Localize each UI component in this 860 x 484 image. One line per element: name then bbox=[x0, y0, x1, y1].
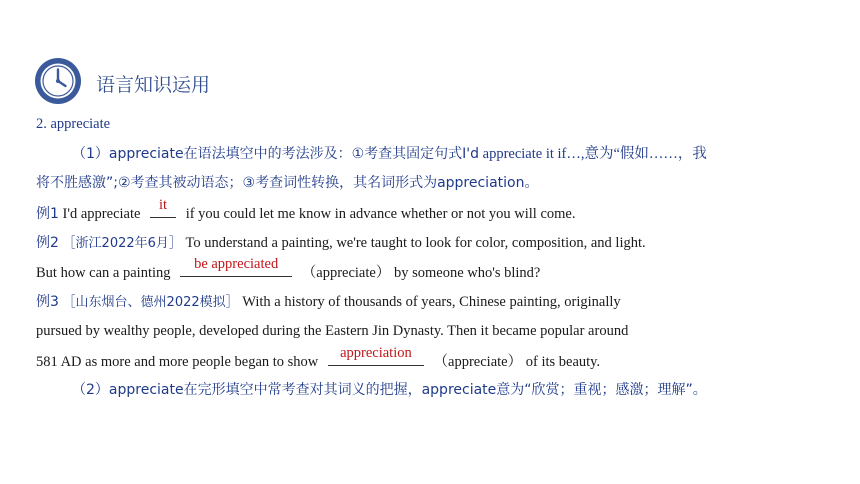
example-1 bbox=[36, 197, 576, 224]
example-2-source: ［浙江2022年6月］ bbox=[62, 236, 182, 251]
answer-2: be appreciated bbox=[194, 256, 279, 272]
example-3-label: 例3 bbox=[36, 294, 59, 310]
paragraph-1-open: （1）appreciate在语法填空中的考法涉及：①考查其固定句式I'd bbox=[72, 146, 480, 162]
example-2-line-1 bbox=[36, 233, 646, 254]
example-1-before: I'd appreciate bbox=[62, 206, 141, 222]
paragraph-1-rest: appreciate it if…,意为“假如……，我 bbox=[482, 146, 707, 162]
answer-blank-3 bbox=[328, 345, 424, 366]
item-number: 2. bbox=[36, 116, 47, 132]
paragraph-1-text: 将不胜感激”;②考查其被动语态；③考查词性转换，其名词形式为appreciation。 bbox=[36, 175, 539, 191]
answer-1: it bbox=[159, 197, 168, 213]
example-2-label: 例2 bbox=[36, 235, 59, 251]
paragraph-2-text: （2）appreciate在完形填空中常考查对其词义的把握，appreciate意为“欣赏；重视；感激；理解”。 bbox=[72, 382, 707, 398]
example-2-hint: （appreciate） bbox=[301, 265, 391, 281]
section-title: 语言知识运用 bbox=[96, 74, 211, 96]
paragraph-1-line-1 bbox=[72, 144, 707, 164]
paragraph-2 bbox=[72, 380, 707, 400]
example-1-label: 例1 bbox=[36, 206, 59, 222]
item-heading bbox=[36, 114, 110, 134]
answer-blank-2 bbox=[180, 256, 292, 277]
clock-icon bbox=[34, 57, 82, 105]
example-3-source: ［山东烟台、德州2022模拟］ bbox=[62, 295, 239, 310]
example-3-after: of its beauty. bbox=[525, 354, 601, 370]
example-1-after: if you could let me know in advance whether or not you will come. bbox=[185, 206, 576, 222]
answer-3: appreciation bbox=[340, 345, 412, 361]
answer-blank-1 bbox=[150, 197, 176, 218]
item-word: appreciate bbox=[50, 116, 111, 132]
example-3-hint: （appreciate） bbox=[433, 354, 523, 370]
example-3-line-1 bbox=[36, 292, 621, 313]
example-2-text: To understand a painting, we're taught to look for color, composition, and light. bbox=[185, 235, 646, 251]
example-3-text-2: pursued by wealthy people, developed during the Eastern Jin Dynasty. Then it became popular around bbox=[36, 323, 629, 339]
example-3-line-3 bbox=[36, 345, 601, 372]
example-2-line-2 bbox=[36, 256, 541, 283]
example-3-text-1: With a history of thousands of years, Chinese painting, originally bbox=[242, 294, 621, 310]
example-3-before: 581 AD as more and more people began to show bbox=[36, 354, 319, 370]
example-3-line-2 bbox=[36, 321, 628, 341]
example-2-before: But how can a painting bbox=[36, 265, 171, 281]
example-2-after: by someone who's blind? bbox=[393, 265, 541, 281]
paragraph-1-line-2 bbox=[36, 173, 538, 193]
